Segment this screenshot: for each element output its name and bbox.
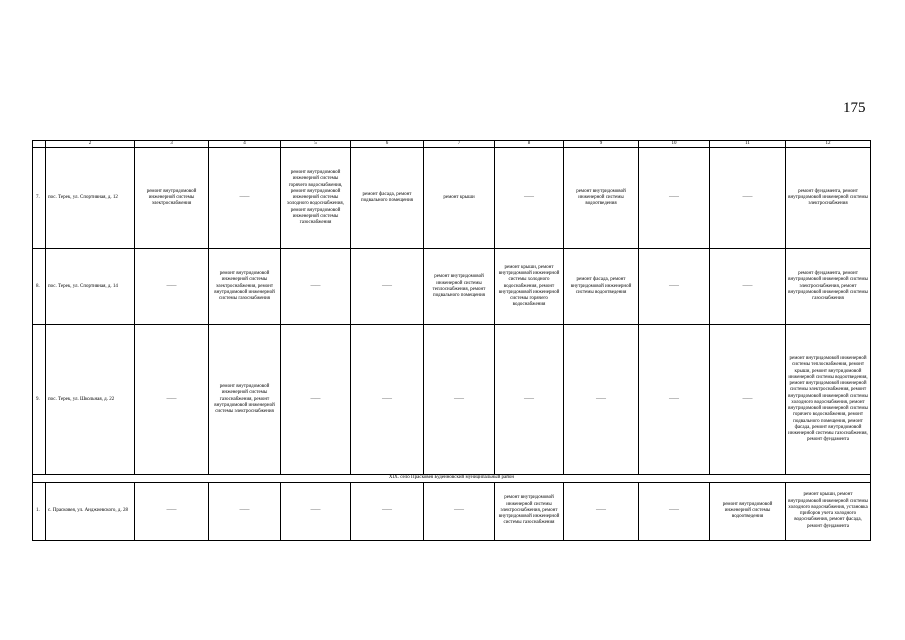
address-cell: пос. Терек, ул. Спортивная, д. 14 — [46, 249, 135, 325]
table-cell: —— — [710, 148, 786, 249]
address-cell: пос. Терек, ул. Спортивная, д. 12 — [46, 148, 135, 249]
column-header — [33, 141, 46, 148]
table-cell: —— — [281, 325, 351, 475]
table-cell: ремонт крыши — [424, 148, 495, 249]
column-header: 5 — [281, 141, 351, 148]
table-cell: ремонт крыши, ремонт внутридомовой инженерной системы холодного водоснабжения, ремонт внутридомовой инженерной системы горячего водоснабжения — [495, 249, 564, 325]
table-cell: ремонт внутридомовой инженерной системы теплоснабжения, ремонт подвального помещения — [424, 249, 495, 325]
table-cell: ремонт внутридомовой инженерной системы электроснабжения — [135, 148, 209, 249]
table-cell: —— — [209, 482, 281, 540]
column-header: 12 — [786, 141, 871, 148]
table-cell: ремонт фасада, ремонт подвального помещения — [351, 148, 424, 249]
repair-schedule-table — [32, 140, 871, 541]
table-row — [33, 249, 871, 325]
row-number: 7. — [33, 148, 46, 249]
table-cell: —— — [639, 249, 710, 325]
table-cell: —— — [639, 148, 710, 249]
table-cell: —— — [639, 482, 710, 540]
column-header: 8 — [495, 141, 564, 148]
table-cell: ремонт внутридомовой инженерной системы водоотведения — [564, 148, 639, 249]
column-header: 7 — [424, 141, 495, 148]
column-header: 4 — [209, 141, 281, 148]
table-cell: —— — [639, 325, 710, 475]
column-header: 9 — [564, 141, 639, 148]
column-header: 3 — [135, 141, 209, 148]
table-cell: ремонт фасада, ремонт внутридомовой инженерной системы водоотведения — [564, 249, 639, 325]
table-cell: —— — [135, 249, 209, 325]
table-cell: —— — [710, 325, 786, 475]
table-cell: —— — [281, 249, 351, 325]
table-cell: ремонт внутридомовой инженерной системы водоотведения — [710, 482, 786, 540]
column-header: 2 — [46, 141, 135, 148]
section-title: XIX. село Прасковея Буденновский муниципальный район — [33, 475, 871, 482]
table-cell: ремонт внутридомовой инженерной системы газоснабжения, ремонт внутридомовой инженерной системы электроснабжения — [209, 325, 281, 475]
table-cell: ремонт внутридомовой инженерной системы горячего водоснабжения, ремонт внутридомовой инженерной системы холодного водоснабжения, ремонт внутридомовой инженерной системы газоснабжения — [281, 148, 351, 249]
table-cell: ремонт внутридомовой инженерной системы электроснабжения, ремонт внутридомовой инженерной системы газоснабжения — [209, 249, 281, 325]
row-number: 9. — [33, 325, 46, 475]
page-number: 175 — [843, 100, 866, 116]
table-cell: ремонт фундамента, ремонт внутридомовой инженерной системы электроснабжения — [786, 148, 871, 249]
table-cell: ремонт внутридомовой инженерной системы электроснабжения, ремонт внутридомовой инженерной системы газоснабжения — [495, 482, 564, 540]
table-cell: ремонт крыши, ремонт внутридомовой инженерной системы холодного водоснабжения, установка приборов учета холодного водоснабжения, ремонт фасада, ремонт фундамента — [786, 482, 871, 540]
table-cell: ремонт фундамента, ремонт внутридомовой инженерной системы электроснабжения, ремонт внутридомовой инженерной системы газоснабжения — [786, 249, 871, 325]
table-cell: —— — [351, 482, 424, 540]
table-cell: —— — [209, 148, 281, 249]
table-cell: —— — [351, 249, 424, 325]
column-number-header — [33, 141, 871, 148]
table-cell: —— — [281, 482, 351, 540]
table-cell: —— — [424, 482, 495, 540]
address-cell: пос. Терек, ул. Школьная, д. 22 — [46, 325, 135, 475]
column-header: 6 — [351, 141, 424, 148]
table-cell: —— — [710, 249, 786, 325]
table-row — [33, 482, 871, 540]
table-cell: —— — [135, 482, 209, 540]
table-cell: —— — [564, 325, 639, 475]
column-header: 10 — [639, 141, 710, 148]
table-cell: —— — [424, 325, 495, 475]
table-cell: —— — [135, 325, 209, 475]
table-row — [33, 325, 871, 475]
table-cell: —— — [495, 325, 564, 475]
table-row — [33, 148, 871, 249]
column-header: 11 — [710, 141, 786, 148]
row-number: 1. — [33, 482, 46, 540]
table-cell: ремонт внутридомовой инженерной системы теплоснабжения, ремонт крыши, ремонт внутридомовой инженерной системы водоотведения, ремонт внутридомовой инженерной системы электроснабжения, ремонт внутридомовой инженерной системы холодного водоснабжения, ремонт внутридомовой инженерной системы горячего водоснабжения, ремонт подвального помещения, ремонт фасада, ремонт внутридомовой инженерной системы газоснабжения, ремонт фундамента — [786, 325, 871, 475]
address-cell: с. Прасковея, ул. Анджиевского, д. 28 — [46, 482, 135, 540]
table-cell: —— — [564, 482, 639, 540]
table-cell: —— — [351, 325, 424, 475]
section-header-row — [33, 475, 871, 482]
table-cell: —— — [495, 148, 564, 249]
row-number: 8. — [33, 249, 46, 325]
